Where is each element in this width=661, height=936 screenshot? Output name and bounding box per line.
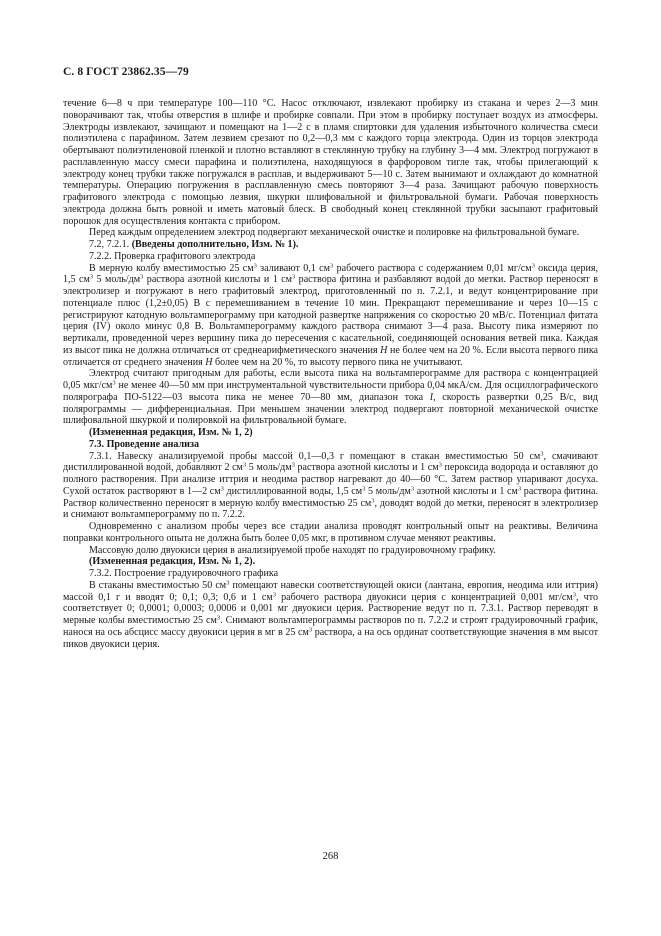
- paragraph-p14: В стаканы вместимостью 50 $см^3$ помещают навески соответствующей окиси (лантана, европия, неодима или иттрия) массой 0,1 г и вводят 0; 0,1; 0,3; 0,6 и 1 $см^3$ рабочего раствора двуокиси церия с концентрацией 0,001 $мг/см^3$, что соответствует 0; 0,0001; 0,0003; 0,0006 и 0,001 мг двуокиси церия. Растворение ведут по п. 7.3.1. Раствор переводят в мерные колбы вместимостью 25 $см^3$. Снимают вольтамперограммы растворов по п. 7.2.2 и строят градуировочный график, нанося на ось абсцисс массу двуокиси церия в мг в 25 $см^3$ раствора, а на ось ординат соответствующие значения в мм высот пиков двуокиси церия.: [63, 579, 598, 650]
- paragraph-p7: (Измененная редакция, Изм. № 1, 2): [89, 427, 253, 438]
- paragraph-p12: (Измененная редакция, Изм. № 1, 2).: [89, 556, 256, 568]
- paragraph-p8: 7.3. Проведение анализа: [89, 438, 200, 450]
- paragraph-p2: Перед каждым определением электрод подвергают механической очистке и полировке на фильтровальной бумаге.: [89, 227, 580, 239]
- paragraph-p9: 7.3.1. Навеску анализируемой пробы массой 0,1—0,3 г помещают в стакан вместимостью 50 $см^3$, смачивают дистиллированной водой, добавляют 2 $см^3$ 5 моль/$дм^3$ раствора азотной кислоты и 1 $см^3$ пероксида водорода и оставляют до полного растворения. При анализе иттрия и неодима раствор нагревают до 40—60 °С. Затем раствор упаривают досуха. Сухой остаток растворяют в 1—2 $см^3$ дистиллированной воды, 1,5 $см^3$ 5 моль/$дм^3$ азотной кислоты и 1 $см^3$ раствора фитина. Раствор количественно переносят в мерную колбу вместимостью 25 $см^3$, доводят водой до метки, переносят в электролизер и снимают вольтамперограмму по п. 7.2.2.: [63, 450, 599, 521]
- paragraph-p3: 7.2, 7.2.1. (Введены дополнительно, Изм. № 1).: [89, 239, 299, 250]
- paragraph-p5: В мерную колбу вместимостью 25 $см^3$ заливают 0,1 $см^3$ рабочего раствора с содержанием 0,01 $мг/см^3$ оксида церия, 1,5 $см^3$ 5 моль/$дм^3$ раствора азотной кислоты и 1 $см^3$ раствора фитина и разбавляют водой до метки. Раствор переносят в электролизер и погружают в него графитовый электрод, приготовленный по п. 7.2.1, и ведут концентрирование при потенциале плюс (1,2±0,05) В с перемешиванием в течение 10 мин. Прекращают перемешивание и через 10—15 с регистрируют катодную вольтамперограмму при катодной развертке напряжения со скоростью 20 мВ/с. Потенциал фитата церия (IV) около минус 0,8 В. Вольтамперограмму каждого раствора снимают 3—4 раза. Высоту пика измеряют по вертикали, проведенной через вершину пика до пересечения с касательной, соединяющей основания ветвей пика. Каждая из высот пика не должна отличаться от среднеарифметического значения Н не более чем на 20 %. Если высота первого пика отличается от среднего значения Н более чем на 20 %, то высоту первого пика не учитывают.: [63, 262, 599, 368]
- paragraph-p1: течение 6—8 ч при температуре 100—110 °С. Насос отключают, извлекают пробирку из стакана и через 2—3 мин поворачивают так, чтобы отверстия в шлифе и пробирке совпали. При этом в пробирку поступает воздух из атмосферы. Электроды извлекают, зачищают и помещают на 1—2 с в пламя спиртовки для удаления избыточного количества смеси полиэтилена с парафином. Затем лезвием срезают по 0,2—0,3 мм с каждого торца электрода. Один из торцов электрода обертывают полиэтиленовой пленкой и плотно вставляют в стеклянную трубку на глубину 3—4 мм. Электрод погружают в расплавленную массу смеси парафина и полиэтилена, находящуюся в фарфоровом тигле так, чтобы прилегающий к электроду конец трубки также погружался в расплав, и выдерживают 5—10 с. Затем вынимают и охлаждают до комнатной температуры. Операцию погружения в расплавленную смесь повторяют 3—4 раза. Зачищают рабочую поверхность графитового электрода с помощью лезвия, шкурки шлифовальной и фильтровальной бумаги. Рабочая поверхность электрода должна быть ровной и иметь матовый блеск. В свободный конец стеклянной трубки засыпают графитовый порошок для осуществления контакта с прибором.: [63, 98, 598, 227]
- page-number: 268: [322, 851, 339, 862]
- paragraph-p11: Массовую долю двуокиси церия в анализируемой пробе находят по градуировочному графику.: [89, 544, 496, 556]
- document-body: [63, 98, 598, 650]
- paragraph-p13: 7.3.2. Построение градуировочного графика: [89, 568, 279, 579]
- paragraph-p4: 7.2.2. Проверка графитового электрода: [89, 250, 256, 262]
- paragraph-p10: Одновременно с анализом пробы через все стадии анализа проводят контрольный опыт на реактивы. Величина поправки контрольного опыта не должна быть более 0,05 мкг, в противном случае меняют реактивы.: [63, 521, 598, 544]
- page-header: С. 8 ГОСТ 23862.35—79: [63, 66, 189, 78]
- paragraph-p6: Электрод считают пригодным для работы, если высота пика на вольтамперограмме для раствора с концентрацией 0,05 мкг/$см^3$ не менее 40—50 мм при инструментальной чувствительности прибора 0,04 мкА/см. Для осциллографического полярографа ПО-5122—03 высота пика не менее 70—80 мм, диапазон тока I, скорость развертки 0,25 В/с, вид полярограммы — дифференциальная. При меньшем значении электрод подвергают повторной механической очистке шлифовальной шкуркой и полировкой на фильтровальной бумаге.: [63, 368, 599, 427]
